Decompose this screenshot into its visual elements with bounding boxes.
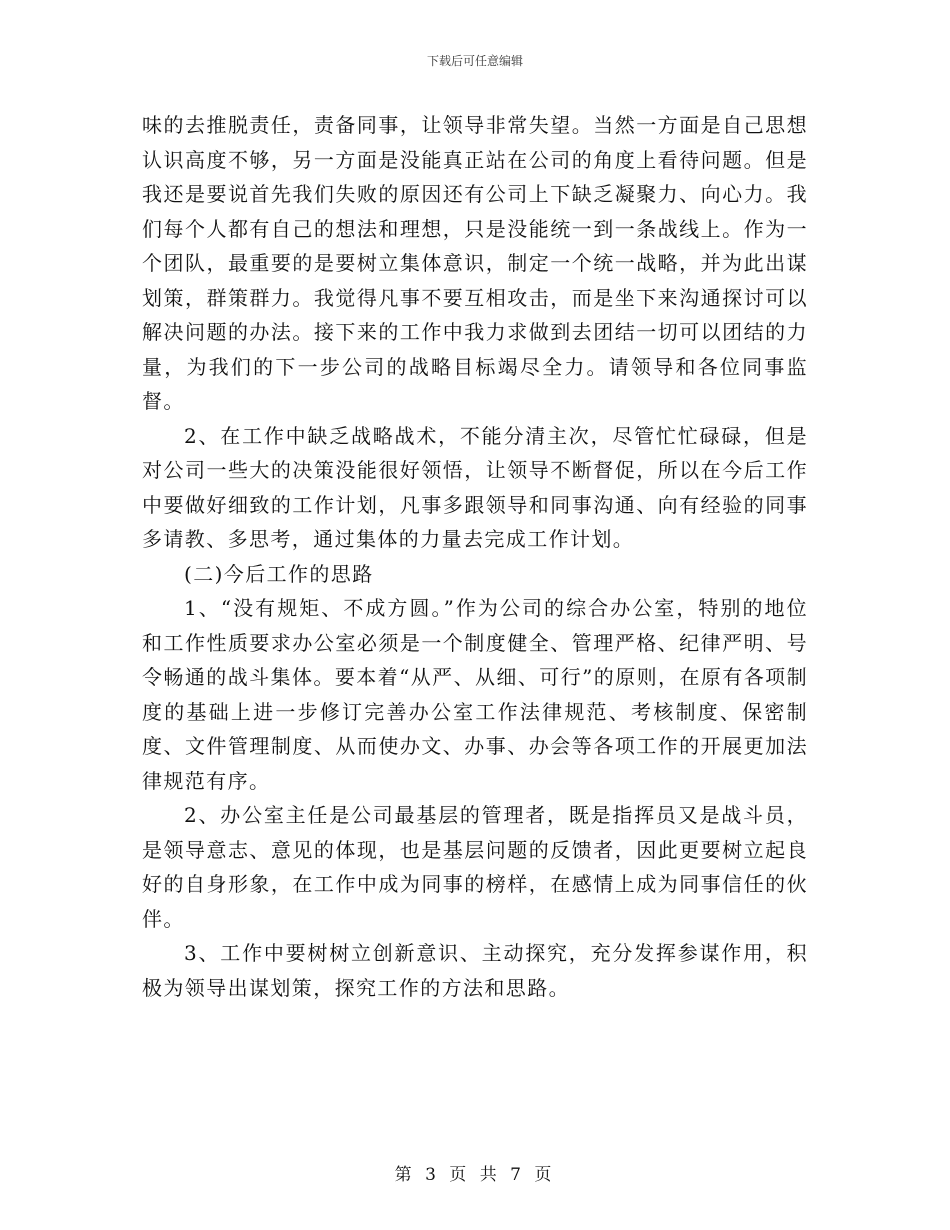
section-heading: (二)今后工作的思路	[184, 561, 374, 586]
paragraph-item-2: 2、在工作中缺乏战略战术，不能分清主次，尽管忙忙碌碌，但是对公司一些大的决策没能很好领悟，让领导不断督促，所以在今后工作中要做好细致的工作计划，凡事多跟领导和同事沟通、向有经验的同事多请教、多思考，通过集体的力量去完成工作计划。	[142, 423, 808, 551]
page-number: 第 3 页 共 7 页	[394, 1165, 556, 1185]
paragraph-item-3: 3、工作中要树树立创新意识、主动探究，充分发挥参谋作用，积极为领导出谋划策，探究工作的方法和思路。	[142, 941, 808, 1000]
page-header: 下载后可任意编辑	[426, 54, 523, 68]
paragraph-item-2-b: 2、办公室主任是公司最基层的管理者，既是指挥员又是战斗员，是领导意志、意见的体现，也是基层问题的反馈者，因此更要树立起良好的自身形象，在工作中成为同事的榜样，在感情上成为同事信任的伙伴。	[142, 803, 808, 931]
paragraph-continuation: 味的去推脱责任，责备同事，让领导非常失望。当然一方面是自己思想认识高度不够，另一方面是没能真正站在公司的角度上看待问题。但是我还是要说首先我们失败的原因还有公司上下缺乏凝聚力、向心力。我们每个人都有自己的想法和理想，只是没能统一到一条战线上。作为一个团队，最重要的是要树立集体意识，制定一个统一战略，并为此出谋划策，群策群力。我觉得凡事不要互相攻击，而是坐下来沟通探讨可以解决问题的办法。接下来的工作中我力求做到去团结一切可以团结的力量，为我们的下一步公司的战略目标竭尽全力。请领导和各位同事监督。	[142, 113, 808, 413]
document-body	[142, 108, 808, 1005]
paragraph-item-1: 1、“没有规矩、不成方圆。”作为公司的综合办公室，特别的地位和工作性质要求办公室必须是一个制度健全、管理严格、纪律严明、号令畅通的战斗集体。要本着“从严、从细、可行”的原则，在原有各项制度的基础上进一步修订完善办公室工作法律规范、考核制度、保密制度、文件管理制度、从而使办文、办事、办会等各项工作的开展更加法律规范有序。	[142, 596, 808, 793]
